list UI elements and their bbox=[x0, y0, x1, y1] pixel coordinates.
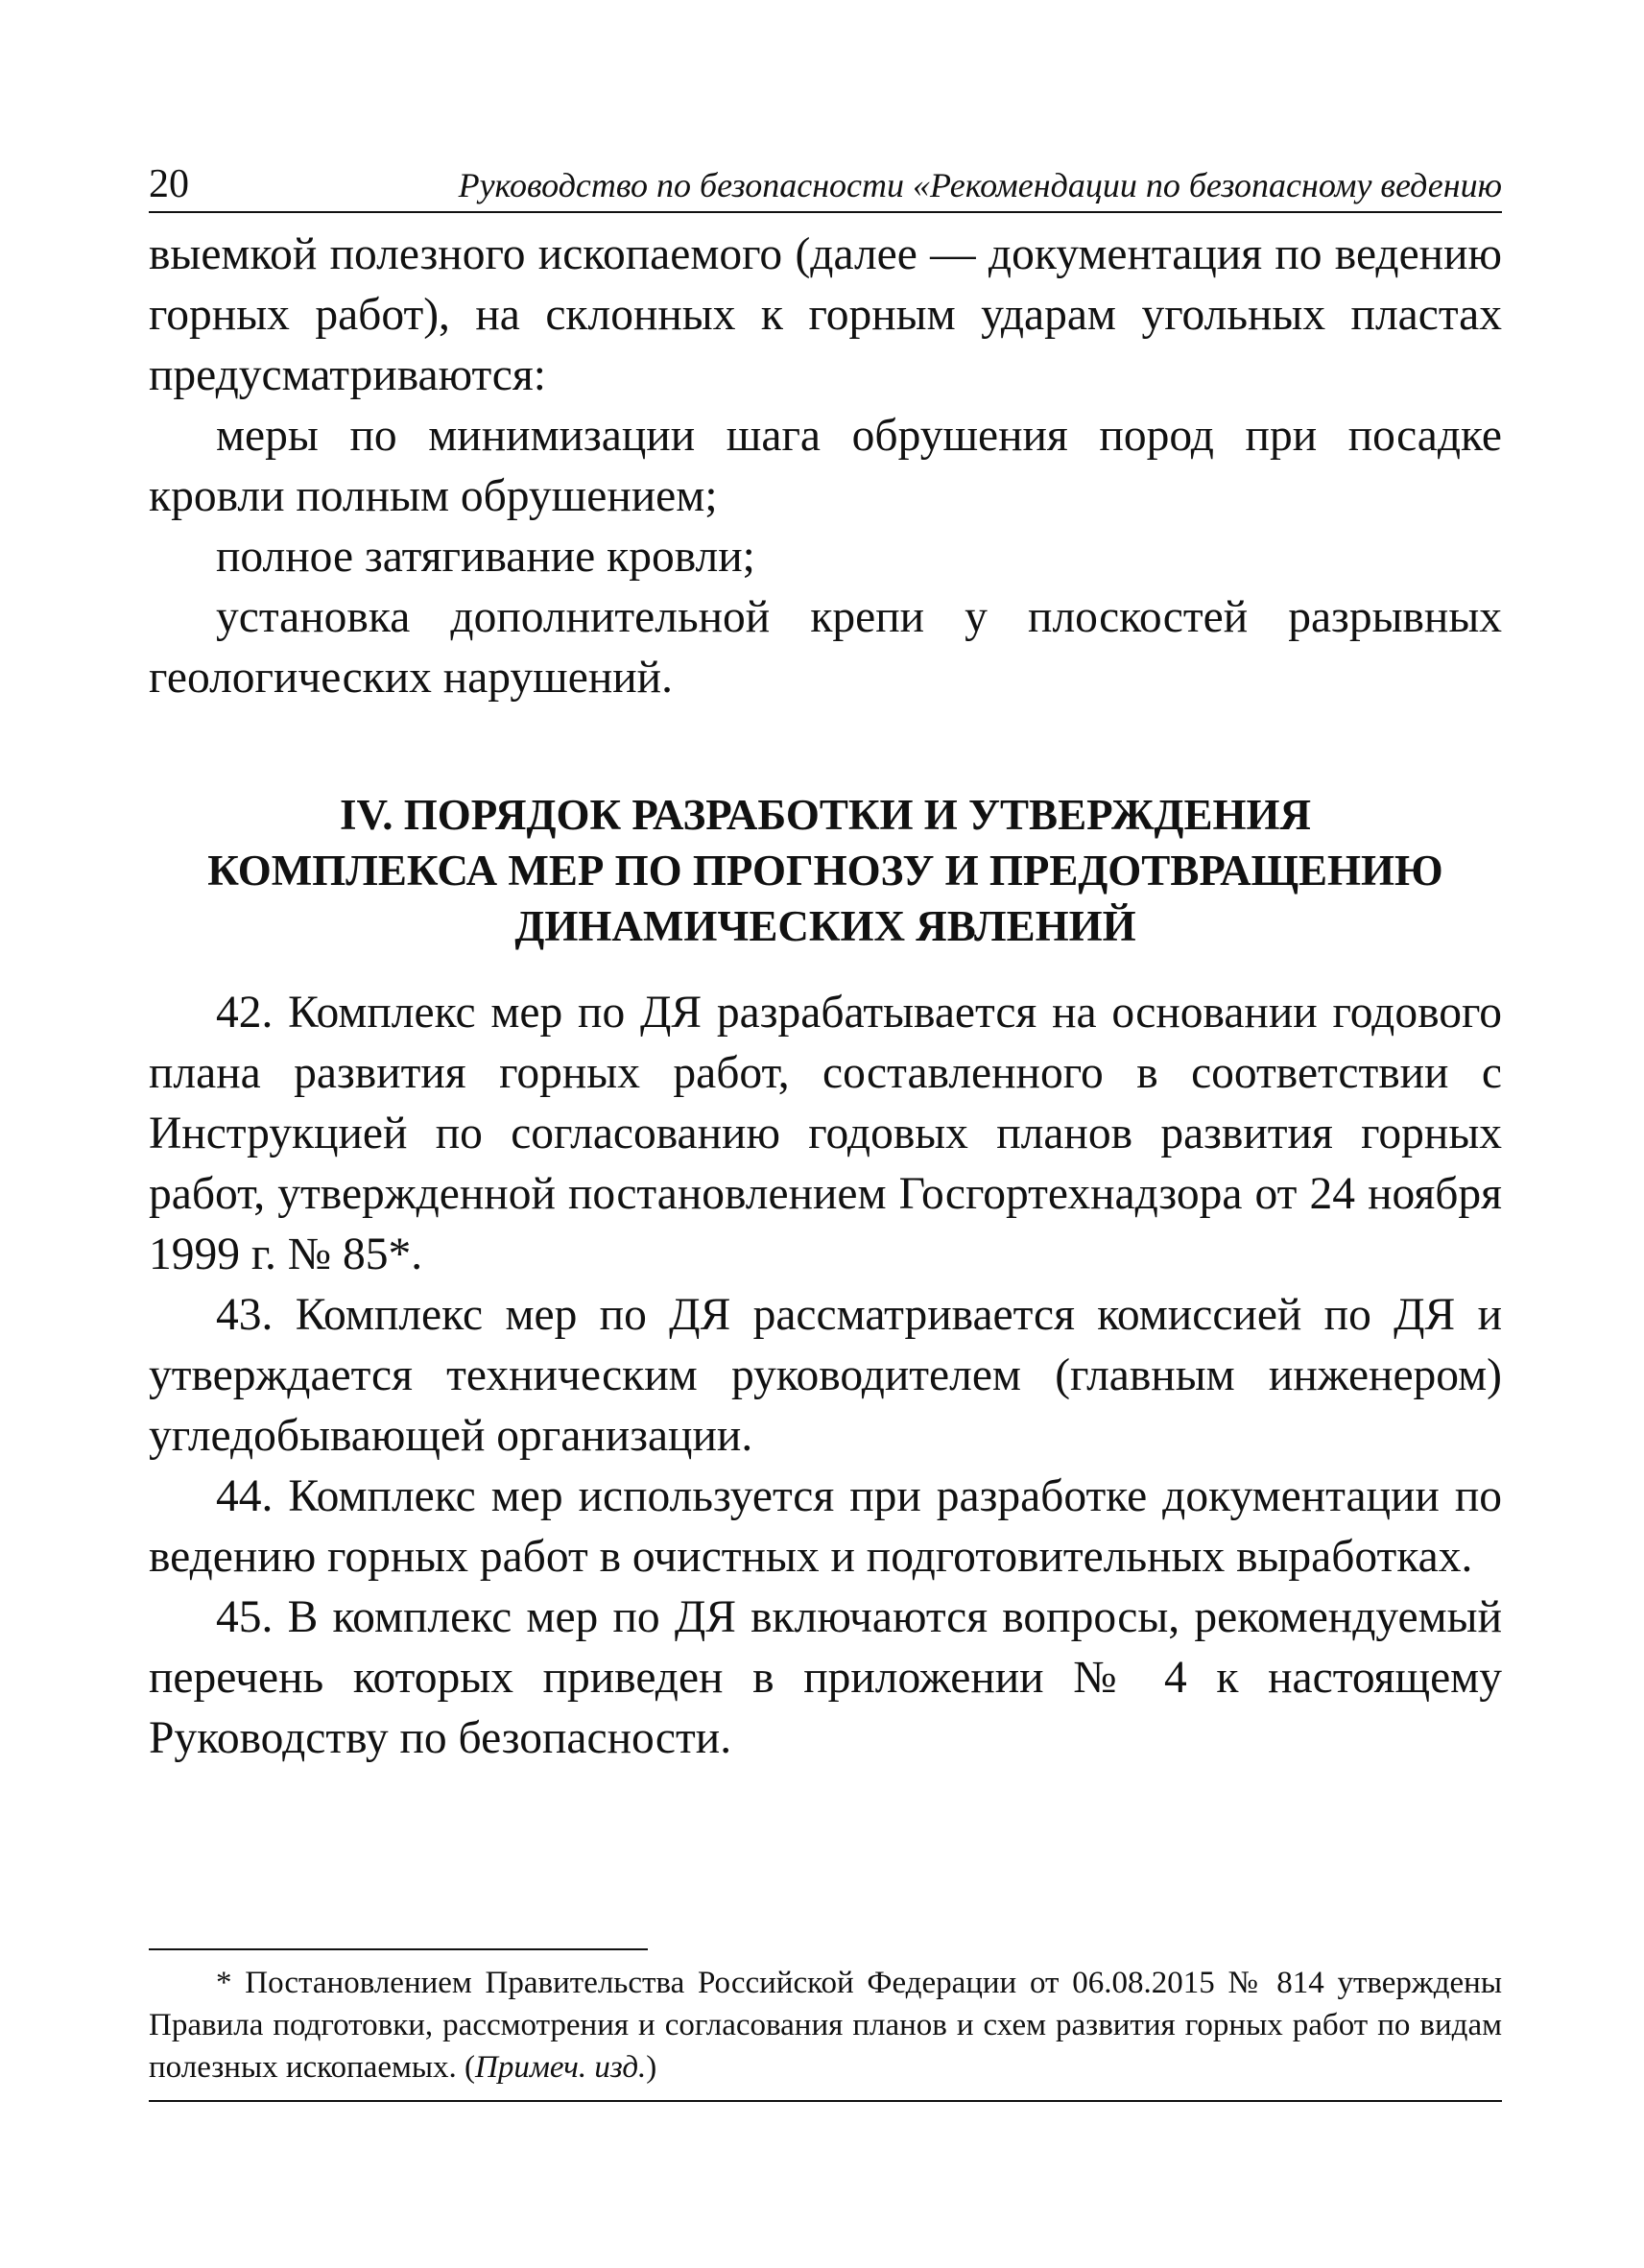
footnote-text: * Постановлением Правительства Российской Федерации от 06.08.2015 № 814 утверждены Правила подготовки, рассмотрения и согласования планов и схем развития горных работ по видам полезных ископаемых. ( bbox=[149, 1966, 1502, 2085]
running-title: Руководство по безопасности «Рекомендации по безопасному ведению bbox=[458, 166, 1502, 204]
footnote-separator bbox=[149, 1948, 648, 1950]
bottom-rule bbox=[149, 2100, 1502, 2102]
section-heading bbox=[149, 787, 1502, 954]
page-content bbox=[149, 154, 1502, 1769]
page-number: 20 bbox=[149, 162, 189, 206]
paragraph-43: 43. Комплекс мер по ДЯ рассматривается комиссией по ДЯ и утверждается техническим руководителем (главным инженером) угледобывающей организации. bbox=[149, 1290, 1502, 1461]
section-heading-line: IV. ПОРЯДОК РАЗРАБОТКИ И УТВЕРЖДЕНИЯ bbox=[340, 791, 1311, 839]
footnote-publisher-note: Примеч. изд. bbox=[475, 2050, 647, 2085]
paragraph-45: 45. В комплекс мер по ДЯ включаются вопросы, рекомендуемый перечень которых приведен в приложении № 4 к настоящему Руководству по безопасности. bbox=[149, 1592, 1502, 1763]
intro-list-item: установка дополнительной крепи у плоскостей разрывных геологических нарушений. bbox=[149, 592, 1502, 703]
section-heading-line: ДИНАМИЧЕСКИХ ЯВЛЕНИЙ bbox=[514, 902, 1136, 950]
intro-list-item: полное затягивание кровли; bbox=[216, 532, 755, 582]
section-heading-line: КОМПЛЕКСА МЕР ПО ПРОГНОЗУ И ПРЕДОТВРАЩЕНИЮ bbox=[207, 847, 1443, 895]
paragraph-42: 42. Комплекс мер по ДЯ разрабатывается на основании годового плана развития горных работ, составленного в соответствии с Инструкцией по согласованию годовых планов развития горных работ, утвержденной постановлением Госгортехнадзора от 24 ноября 1999 г. № 85*. bbox=[149, 988, 1502, 1279]
intro-list-item: меры по минимизации шага обрушения пород при посадке кровли полным обрушением; bbox=[149, 411, 1502, 521]
paragraph-44: 44. Комплекс мер используется при разработке документации по ведению горных работ в очистных и подготовительных выработках. bbox=[149, 1471, 1502, 1582]
footnote-area bbox=[149, 1948, 1502, 2102]
intro-lead-paragraph: выемкой полезного ископаемого (далее — документация по ведению горных работ), на склонных к горным ударам угольных пластах предусматриваются: bbox=[149, 229, 1502, 400]
footnote bbox=[149, 1962, 1502, 2089]
running-header bbox=[149, 154, 1502, 213]
footnote-close: ) bbox=[646, 2050, 657, 2085]
